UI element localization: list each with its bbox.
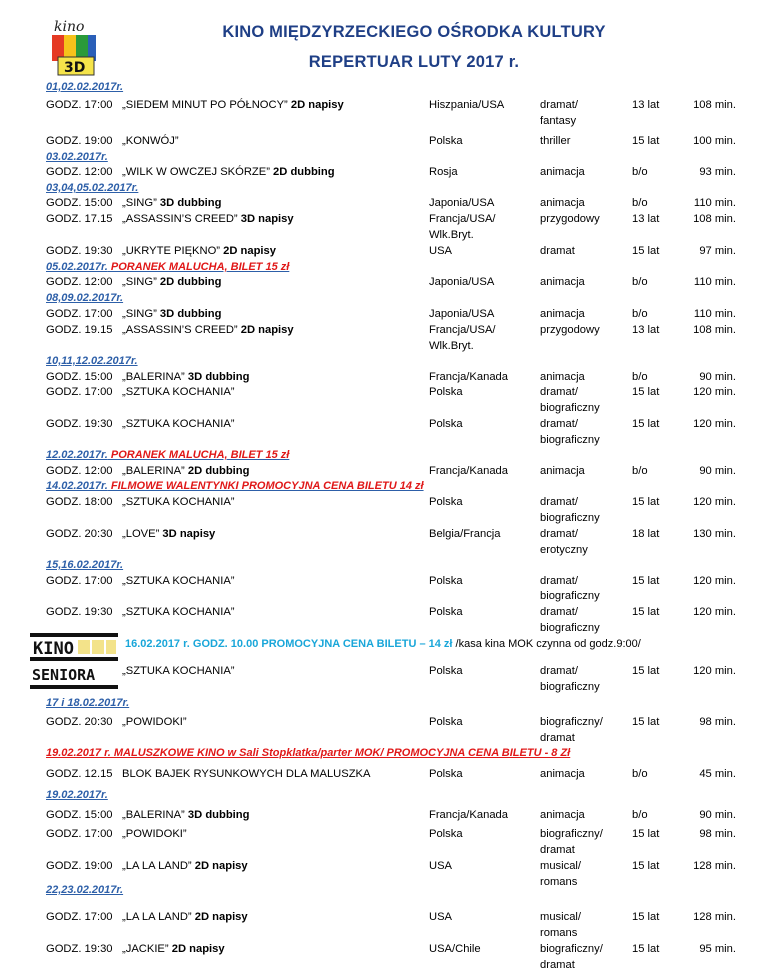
movie-country: Polska <box>429 418 463 430</box>
age-rating: 15 lat <box>632 911 660 923</box>
movie-country: USA <box>429 860 453 872</box>
movie-country: Rosja <box>429 166 458 178</box>
movie-title: „KONWÓJ” <box>122 135 179 147</box>
movie-genre-cont: romans <box>540 927 578 939</box>
movie-duration: 130 min. <box>693 528 736 540</box>
section-date: 05.02.2017r. PORANEK MALUCHA, BILET 15 zł <box>46 261 290 273</box>
screening-time: GODZ. 19:00 <box>46 860 113 872</box>
age-rating: 13 lat <box>632 213 660 225</box>
movie-genre: biograficzny/ <box>540 828 603 840</box>
movie-title: „BALERINA” 3D dubbing <box>122 371 250 383</box>
screening-time: GODZ. 15:00 <box>46 197 113 209</box>
movie-title: „POWIDOKI” <box>122 716 187 728</box>
movie-country: Japonia/USA <box>429 276 495 288</box>
movie-format: 2D dubbing <box>184 465 250 477</box>
screening-time: GODZ. 19:00 <box>46 135 113 147</box>
movie-genre: dramat/ <box>540 386 578 398</box>
movie-country: Polska <box>429 665 463 677</box>
movie-duration: 90 min. <box>699 465 736 477</box>
age-rating: 15 lat <box>632 245 660 257</box>
movie-country: USA <box>429 245 453 257</box>
senior-promo-note: /kasa kina MOK czynna od godz.9:00/ <box>452 638 641 650</box>
movie-country: USA <box>429 911 453 923</box>
screening-time: GODZ. 17:00 <box>46 911 113 923</box>
movie-genre-cont: fantasy <box>540 115 577 127</box>
movie-country: Hiszpania/USA <box>429 99 505 111</box>
age-rating: b/o <box>632 166 648 178</box>
age-rating: 15 lat <box>632 135 660 147</box>
age-rating: 15 lat <box>632 943 660 955</box>
movie-genre-cont: dramat <box>540 732 575 744</box>
movie-format: 2D napisy <box>237 324 294 336</box>
movie-country: Francja/Kanada <box>429 809 508 821</box>
age-rating: 13 lat <box>632 99 660 111</box>
section-date: 03.02.2017r. <box>46 151 108 163</box>
movie-genre: dramat/ <box>540 665 578 677</box>
movie-country: Belgia/Francja <box>429 528 501 540</box>
section-date: 22,23.02.2017r. <box>46 884 124 896</box>
section-date: 15,16.02.2017r. <box>46 559 124 571</box>
movie-format: 2D napisy <box>220 245 276 257</box>
movie-title: „SZTUKA KOCHANIA” <box>122 418 235 430</box>
movie-format: 2D napisy <box>191 911 248 923</box>
movie-genre-cont: romans <box>540 876 578 888</box>
age-rating: b/o <box>632 276 648 288</box>
section-date: 03,04,05.02.2017r. <box>46 182 139 194</box>
movie-duration: 90 min. <box>699 371 736 383</box>
movie-genre: przygodowy <box>540 213 600 225</box>
movie-format: 3D dubbing <box>184 809 250 821</box>
movie-genre: dramat/ <box>540 606 578 618</box>
age-rating: b/o <box>632 768 648 780</box>
movie-genre: animacja <box>540 308 585 320</box>
movie-genre: przygodowy <box>540 324 600 336</box>
senior-promo <box>125 638 641 650</box>
screening-time: GODZ. 12.15 <box>46 768 113 780</box>
age-rating: b/o <box>632 371 648 383</box>
movie-country: Japonia/USA <box>429 197 495 209</box>
movie-title: „LA LA LAND” 2D napisy <box>122 860 248 872</box>
movie-genre-cont: biograficzny <box>540 402 600 414</box>
section-date: 10,11,12.02.2017r. <box>46 355 138 367</box>
movie-genre-cont: erotyczny <box>540 544 588 556</box>
movie-title: „SZTUKA KOCHANIA” <box>122 386 235 398</box>
movie-genre: dramat <box>540 245 575 257</box>
movie-genre-cont: dramat <box>540 959 575 971</box>
screening-time: GODZ. 17:00 <box>46 828 113 840</box>
movie-genre: animacja <box>540 465 585 477</box>
age-rating: 15 lat <box>632 418 660 430</box>
movie-country: USA/Chile <box>429 943 481 955</box>
screening-time: GODZ. 17:00 <box>46 99 113 111</box>
movie-title: „SING” 3D dubbing <box>122 308 222 320</box>
movie-title: „SING” 2D dubbing <box>122 276 222 288</box>
movie-country: Polska <box>429 716 463 728</box>
movie-genre: animacja <box>540 166 585 178</box>
movie-genre-cont: biograficzny <box>540 681 600 693</box>
age-rating: 15 lat <box>632 575 660 587</box>
movie-duration: 108 min. <box>693 99 736 111</box>
movie-duration: 100 min. <box>693 135 736 147</box>
movie-country: Polska <box>429 135 463 147</box>
movie-country: Polska <box>429 386 463 398</box>
age-rating: 13 lat <box>632 324 660 336</box>
screening-time: GODZ. 17:00 <box>46 386 113 398</box>
movie-title: „ASSASSIN’S CREED” 3D napisy <box>122 213 294 225</box>
movie-format: 2D napisy <box>191 860 248 872</box>
movie-duration: 120 min. <box>693 418 736 430</box>
age-rating: 15 lat <box>632 716 660 728</box>
screening-time: GODZ. 19:30 <box>46 606 113 618</box>
senior-logo-bottom: SENIORA <box>32 666 96 684</box>
section-date: 08,09.02.2017r. <box>46 292 124 304</box>
movie-title: „LA LA LAND” 2D napisy <box>122 911 248 923</box>
movie-format: 2D dubbing <box>269 166 335 178</box>
movie-duration: 108 min. <box>693 213 736 225</box>
movie-country: Francja/Kanada <box>429 465 508 477</box>
movie-title: „POWIDOKI” <box>122 828 187 840</box>
movie-duration: 128 min. <box>693 860 736 872</box>
section-note: PORANEK MALUCHA, BILET 15 zł <box>107 449 290 461</box>
movie-genre-cont: dramat <box>540 844 575 856</box>
age-rating: b/o <box>632 197 648 209</box>
movie-country: Polska <box>429 575 463 587</box>
logo-word: kino <box>54 19 85 35</box>
movie-title: „BALERINA” 3D dubbing <box>122 809 250 821</box>
screening-time: GODZ. 19:30 <box>46 943 113 955</box>
movie-format: 3D dubbing <box>184 371 250 383</box>
movie-title: „BALERINA” 2D dubbing <box>122 465 250 477</box>
movie-format: 2D dubbing <box>156 276 222 288</box>
movie-title: „JACKIE” 2D napisy <box>122 943 225 955</box>
movie-genre: biograficzny/ <box>540 943 603 955</box>
movie-title: „SIEDEM MINUT PO PÓŁNOCY” 2D napisy <box>122 99 344 111</box>
screening-time: GODZ. 18:00 <box>46 496 113 508</box>
movie-format: 3D dubbing <box>156 308 222 320</box>
movie-title: „SZTUKA KOCHANIA” <box>122 606 235 618</box>
movie-genre: dramat/ <box>540 99 578 111</box>
section-date: 14.02.2017r. FILMOWE WALENTYNKI PROMOCYJNA CENA BILETU 14 zł <box>46 480 424 492</box>
movie-duration: 110 min. <box>693 197 736 209</box>
senior-promo-highlight: 16.02.2017 r. GODZ. 10.00 PROMOCYJNA CENA BILETU – 14 zł <box>125 638 453 650</box>
movie-duration: 98 min. <box>699 828 736 840</box>
movie-title: „ASSASSIN’S CREED” 2D napisy <box>122 324 294 336</box>
movie-genre-cont: biograficzny <box>540 590 600 602</box>
movie-country: Polska <box>429 496 463 508</box>
section-note: FILMOWE WALENTYNKI PROMOCYJNA CENA BILETU 14 zł <box>107 480 424 492</box>
screening-time: GODZ. 17:00 <box>46 575 113 587</box>
age-rating: 15 lat <box>632 860 660 872</box>
movie-country: Polska <box>429 606 463 618</box>
movie-genre-cont: biograficzny <box>540 434 600 446</box>
age-rating: b/o <box>632 465 648 477</box>
movie-title: „UKRYTE PIĘKNO” 2D napisy <box>122 245 276 257</box>
movie-duration: 120 min. <box>693 386 736 398</box>
movie-duration: 110 min. <box>693 308 736 320</box>
movie-genre: animacja <box>540 768 585 780</box>
section-date: 01,02.02.2017r. <box>46 81 124 93</box>
screening-time: GODZ. 20:30 <box>46 528 113 540</box>
kino-seniora-logo <box>30 633 118 689</box>
screening-time: GODZ. 19:30 <box>46 245 113 257</box>
movie-genre: musical/ <box>540 911 582 923</box>
movie-genre: dramat/ <box>540 418 578 430</box>
page-subtitle: REPERTUAR LUTY 2017 r. <box>308 53 520 71</box>
movie-format: 3D napisy <box>159 528 216 540</box>
screening-time: GODZ. 12:00 <box>46 166 113 178</box>
movie-title: „WILK W OWCZEJ SKÓRZE” 2D dubbing <box>122 166 335 178</box>
movie-format: 3D napisy <box>237 213 294 225</box>
movie-genre: animacja <box>540 809 585 821</box>
movie-country: Japonia/USA <box>429 308 495 320</box>
section-note: PORANEK MALUCHA, BILET 15 zł <box>107 261 290 273</box>
screening-time: GODZ. 19.15 <box>46 324 113 336</box>
movie-duration: 120 min. <box>693 606 736 618</box>
movie-duration: 120 min. <box>693 575 736 587</box>
age-rating: 18 lat <box>632 528 660 540</box>
age-rating: 15 lat <box>632 606 660 618</box>
section-date: 19.02.2017r. <box>46 789 108 801</box>
movie-genre: dramat/ <box>540 496 578 508</box>
movie-genre: dramat/ <box>540 528 578 540</box>
movie-country: Francja/USA/ <box>429 324 496 336</box>
screening-time: GODZ. 12:00 <box>46 276 113 288</box>
page-title: KINO MIĘDZYRZECKIEGO OŚRODKA KULTURY <box>222 23 606 41</box>
screening-time: GODZ. 17.15 <box>46 213 113 225</box>
screening-time: GODZ. 15:00 <box>46 809 113 821</box>
age-rating: b/o <box>632 308 648 320</box>
movie-genre-cont: biograficzny <box>540 622 600 634</box>
movie-country-cont: Wlk.Bryt. <box>429 340 474 352</box>
movie-title: BLOK BAJEK RYSUNKOWYCH DLA MALUSZKA <box>122 768 371 780</box>
movie-title: „SING” 3D dubbing <box>122 197 222 209</box>
movie-country: Francja/USA/ <box>429 213 496 225</box>
movie-genre-cont: biograficzny <box>540 512 600 524</box>
senior-logo-top: KINO <box>33 639 74 659</box>
movie-duration: 98 min. <box>699 716 736 728</box>
section-date: 17 i 18.02.2017r. <box>46 697 130 709</box>
movie-country: Polska <box>429 768 463 780</box>
movie-duration: 45 min. <box>699 768 736 780</box>
movie-title: „SZTUKA KOCHANIA” <box>122 575 235 587</box>
screening-time: GODZ. 17:00 <box>46 308 113 320</box>
movie-title: „LOVE” 3D napisy <box>122 528 216 540</box>
movie-genre: thriller <box>540 135 571 147</box>
movie-duration: 120 min. <box>693 665 736 677</box>
movie-country-cont: Wlk.Bryt. <box>429 229 474 241</box>
movie-country: Francja/Kanada <box>429 371 508 383</box>
movie-genre: animacja <box>540 371 585 383</box>
movie-duration: 128 min. <box>693 911 736 923</box>
section-date: 12.02.2017r. PORANEK MALUCHA, BILET 15 zł <box>46 449 290 461</box>
logo-3d: 3D <box>64 60 86 76</box>
movie-genre: dramat/ <box>540 575 578 587</box>
age-rating: 15 lat <box>632 828 660 840</box>
movie-duration: 120 min. <box>693 496 736 508</box>
age-rating: b/o <box>632 809 648 821</box>
movie-duration: 97 min. <box>699 245 736 257</box>
screening-time: GODZ. 19:30 <box>46 418 113 430</box>
age-rating: 15 lat <box>632 665 660 677</box>
movie-title: „SZTUKA KOCHANIA” <box>122 665 235 677</box>
age-rating: 15 lat <box>632 386 660 398</box>
movie-duration: 90 min. <box>699 809 736 821</box>
age-rating: 15 lat <box>632 496 660 508</box>
movie-title: „SZTUKA KOCHANIA” <box>122 496 235 508</box>
movie-genre: animacja <box>540 276 585 288</box>
screening-time: GODZ. 15:00 <box>46 371 113 383</box>
movie-genre: animacja <box>540 197 585 209</box>
movie-duration: 110 min. <box>693 276 736 288</box>
movie-duration: 93 min. <box>699 166 736 178</box>
section-date: 19.02.2017 r. MALUSZKOWE KINO w Sali Stopklatka/parter MOK/ PROMOCYJNA CENA BILETU - 8 Zł <box>46 747 571 759</box>
movie-format: 2D napisy <box>168 943 225 955</box>
movie-format: 3D dubbing <box>156 197 222 209</box>
movie-format: 2D napisy <box>287 99 344 111</box>
screening-time: GODZ. 20:30 <box>46 716 113 728</box>
movie-duration: 95 min. <box>699 943 736 955</box>
movie-duration: 108 min. <box>693 324 736 336</box>
movie-genre: biograficzny/ <box>540 716 603 728</box>
movie-country: Polska <box>429 828 463 840</box>
movie-genre: musical/ <box>540 860 582 872</box>
screening-time: GODZ. 12:00 <box>46 465 113 477</box>
